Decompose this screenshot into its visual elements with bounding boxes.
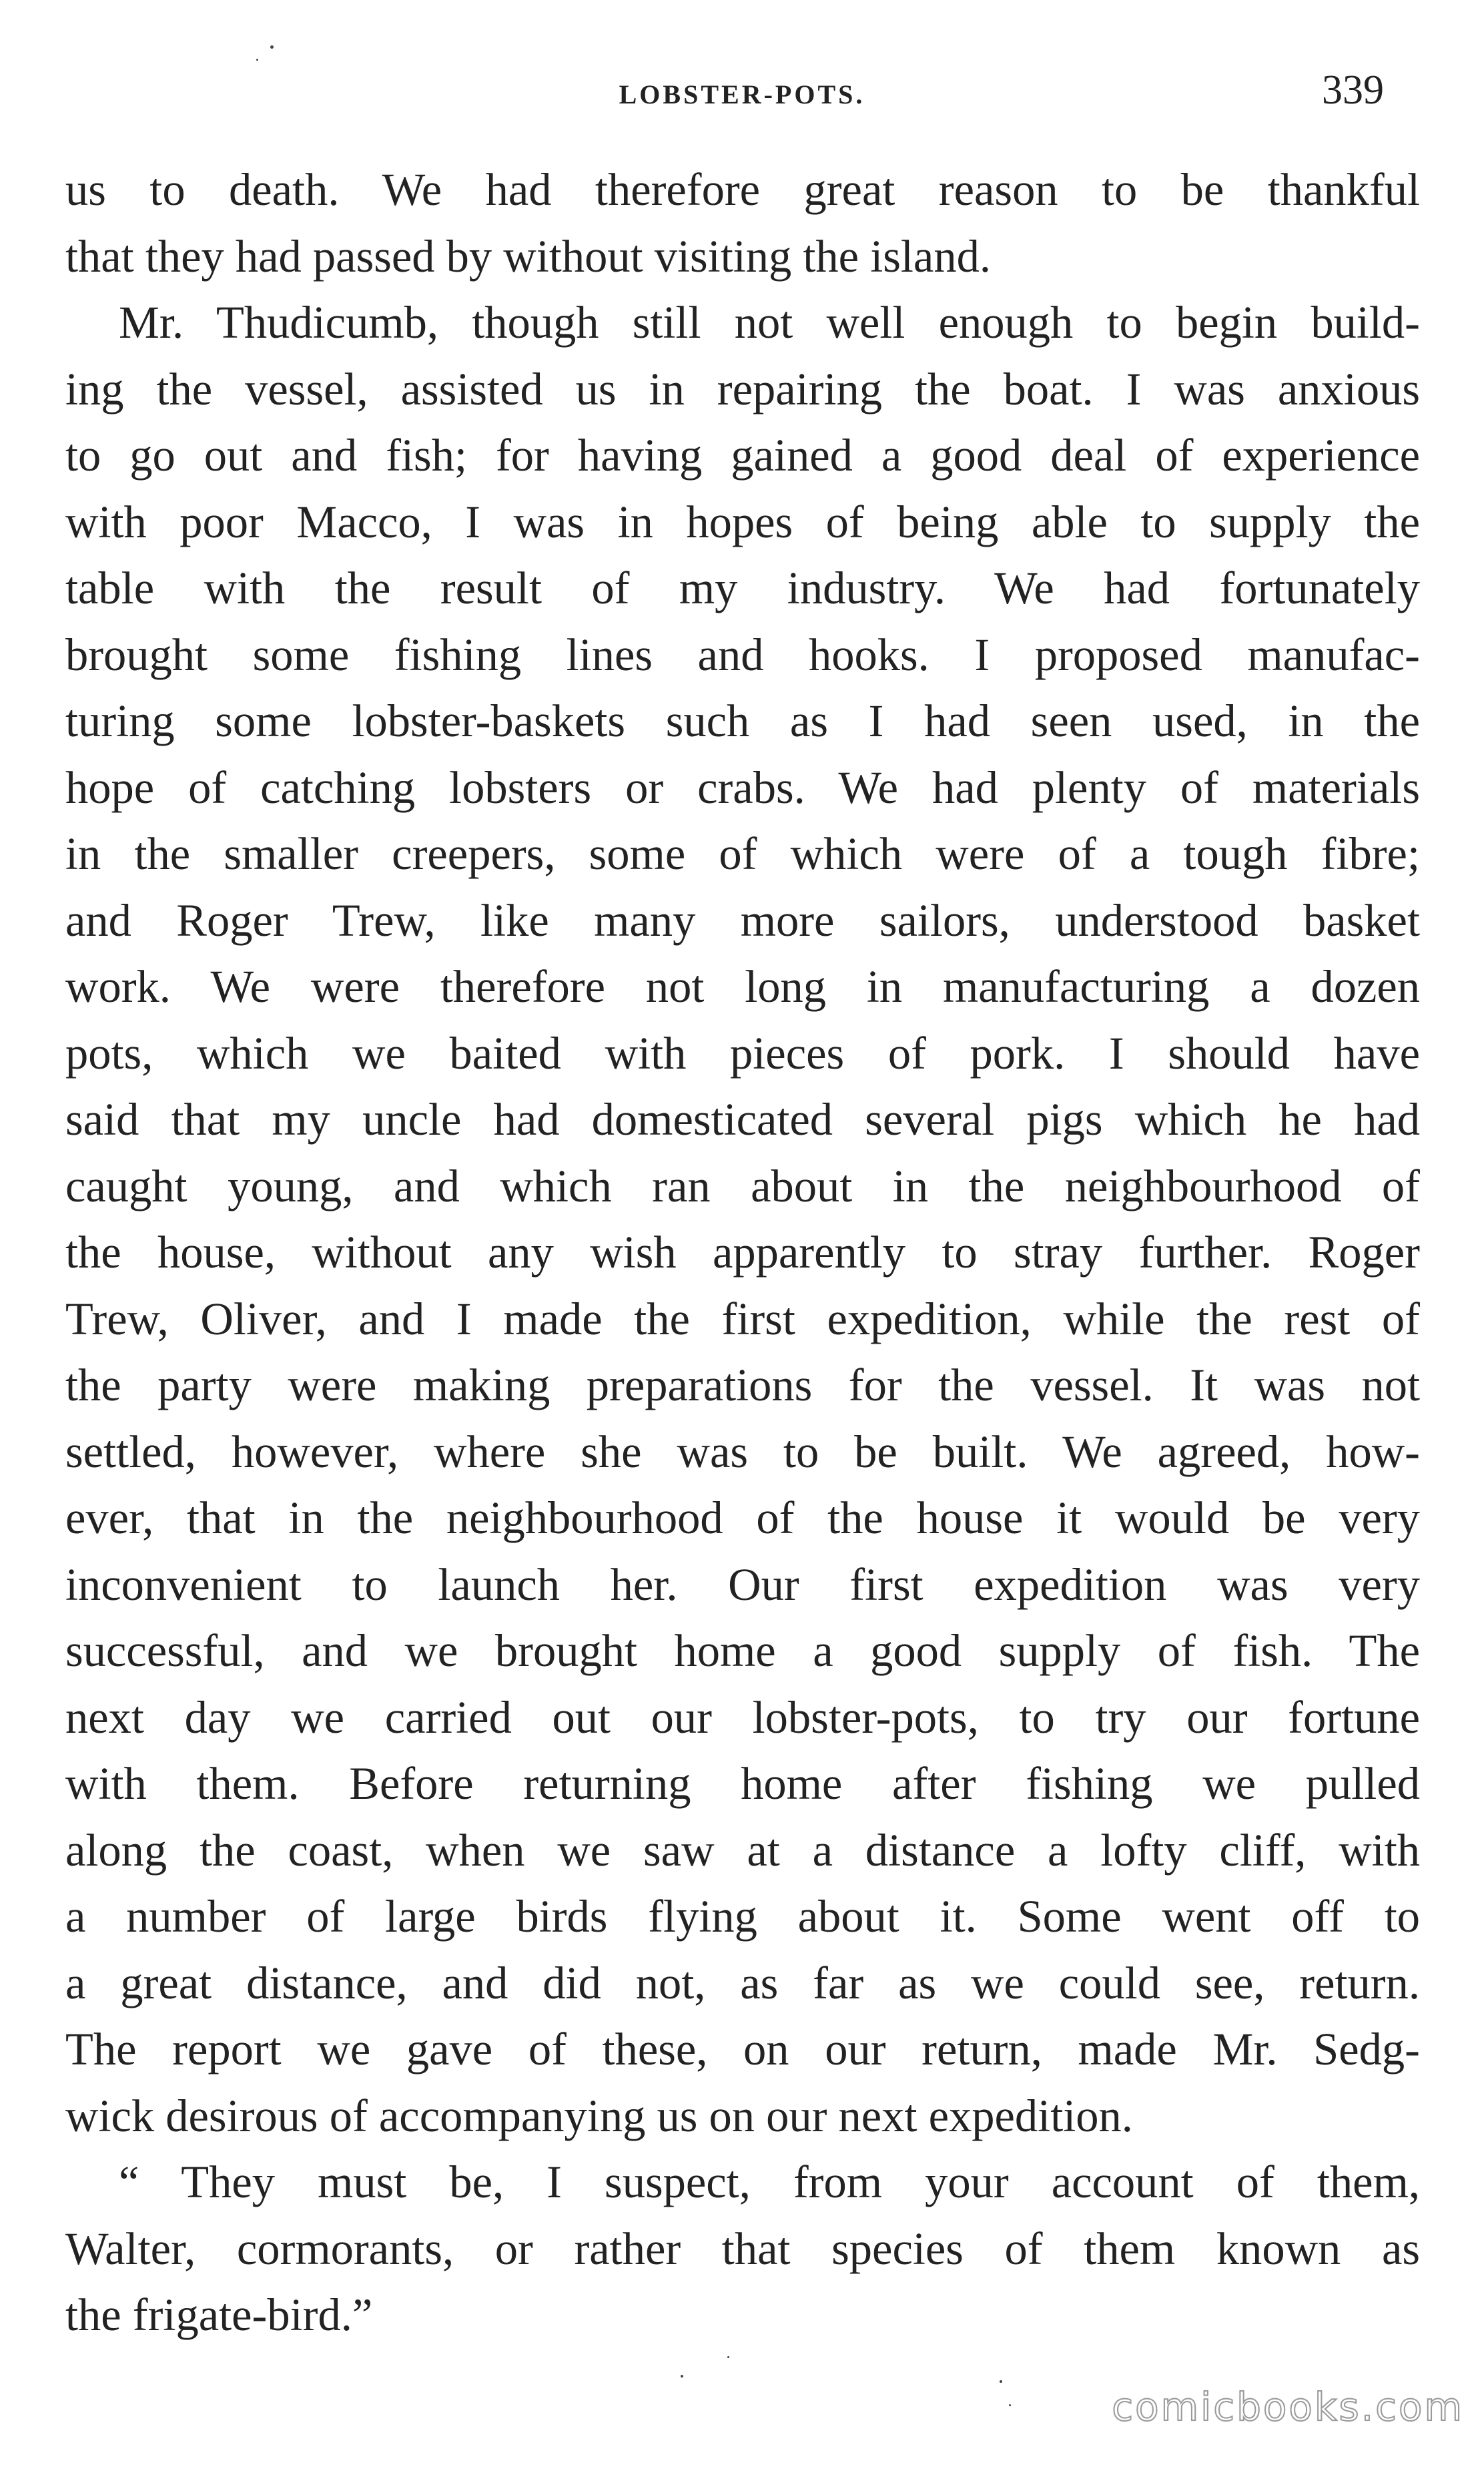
text-line: along the coast, when we saw at a distance a lofty cliff, with [65, 1824, 1420, 1876]
page-number: 339 [1322, 67, 1384, 113]
paragraph [65, 157, 1420, 290]
body-text [65, 157, 1420, 2349]
text-line: table with the result of my industry. We had fortunately [65, 563, 1420, 613]
text-line: Trew, Oliver, and I made the first expedition, while the rest of [65, 1293, 1420, 1344]
text-line: work. We were therefore not long in manufacturing a dozen [65, 961, 1420, 1012]
ink-speck [256, 59, 258, 61]
text-line: to go out and fish; for having gained a good deal of experience [65, 430, 1420, 481]
text-line: next day we carried out our lobster-pots, to try our fortune [65, 1691, 1420, 1743]
ink-speck [727, 2356, 729, 2358]
text-line: said that my uncle had domesticated several pigs which he had [65, 1094, 1420, 1145]
text-line: brought some fishing lines and hooks. I proposed manufac- [65, 629, 1420, 680]
text-line: inconvenient to launch her. Our first expedition was very [65, 1559, 1420, 1610]
text-line: hope of catching lobsters or crabs. We had plenty of materials [65, 762, 1420, 813]
text-line: Walter, cormorants, or rather that species of them known as [65, 2223, 1420, 2274]
text-line: a great distance, and did not, as far as we could see, return. [65, 1957, 1420, 2008]
text-line: with them. Before returning home after fishing we pulled [65, 1758, 1420, 1809]
text-line: Mr. Thudicumb, though still not well enough to begin build- [119, 297, 1420, 348]
text-line: wick desirous of accompanying us on our next expedition. [65, 2090, 1133, 2141]
ink-speck [681, 2375, 683, 2378]
text-line: pots, which we baited with pieces of pork. I should have [65, 1027, 1420, 1079]
text-line: with poor Macco, I was in hopes of being able to supply the [65, 496, 1420, 547]
text-line: successful, and we brought home a good supply of fish. The [65, 1625, 1420, 1676]
text-line: in the smaller creepers, some of which were of a tough fibre; [65, 828, 1420, 879]
text-line: turing some lobster-baskets such as I had seen used, in the [65, 696, 1420, 746]
text-line: the party were making preparations for the vessel. It was not [65, 1360, 1420, 1410]
text-line: the house, without any wish apparently to stray further. Roger [65, 1227, 1420, 1278]
paragraph [65, 290, 1420, 2149]
ink-speck [270, 45, 274, 49]
text-line: caught young, and which ran about in the neighbourhood of [65, 1160, 1420, 1211]
watermark: comicbooks.com [1112, 2384, 1464, 2430]
text-line: that they had passed by without visiting the island. [65, 230, 991, 282]
text-line: settled, however, where she was to be built. We agreed, how- [65, 1426, 1420, 1477]
text-line: ever, that in the neighbourhood of the house it would be very [65, 1492, 1420, 1543]
page-header [0, 67, 1484, 132]
running-head: LOBSTER-POTS. [619, 79, 865, 109]
text-line: “ They must be, I suspect, from your account of them, [119, 2157, 1420, 2207]
text-line: and Roger Trew, like many more sailors, understood basket [65, 894, 1420, 946]
text-line: The report we gave of these, on our return, made Mr. Sedg- [65, 2024, 1420, 2074]
text-line: us to death. We had therefore great reason to be thankful [65, 164, 1420, 215]
ink-speck [1009, 2404, 1011, 2406]
text-line: ing the vessel, assisted us in repairing the boat. I was anxious [65, 363, 1420, 414]
paragraph [65, 2149, 1420, 2349]
text-line: the frigate-bird.” [65, 2289, 373, 2340]
text-line: a number of large birds flying about it. Some went off to [65, 1891, 1420, 1942]
ink-speck [1000, 2380, 1002, 2383]
